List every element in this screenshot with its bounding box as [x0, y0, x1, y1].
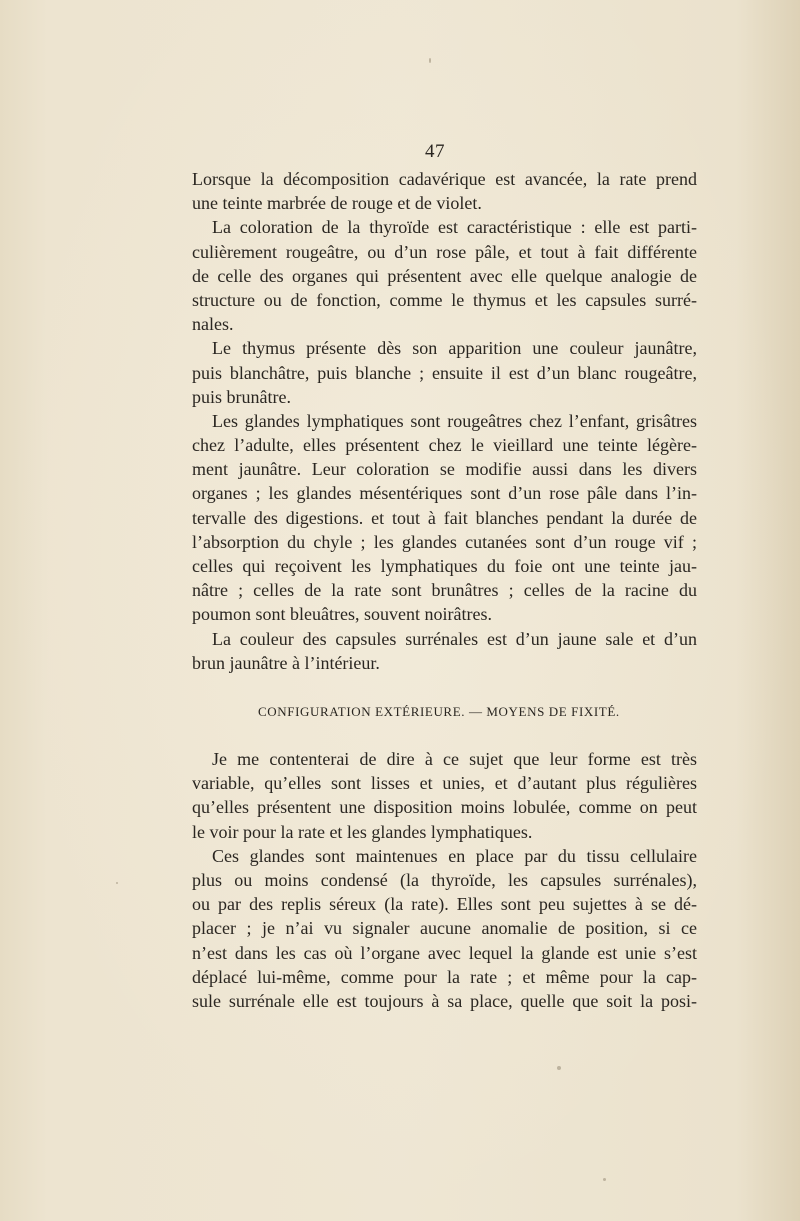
paragraph	[192, 167, 697, 215]
paragraph	[192, 409, 697, 627]
text-line: Je me contenterai de dire à ce sujet que leur forme est très	[212, 749, 697, 769]
text-line: structure ou de fonction, comme le thymus et les capsules surré-	[192, 289, 697, 310]
text-block-top	[192, 167, 697, 675]
paragraph	[192, 627, 697, 675]
text-line: ment jaunâtre. Leur coloration se modifie aussi dans les divers	[192, 459, 697, 480]
text-line: plus ou moins condensé (la thyroïde, les capsules surrénales),	[192, 869, 697, 890]
text-line: déplacé lui-même, comme pour la rate ; et même pour la cap-	[192, 966, 697, 987]
text-line: qu’elles présentent une disposition moins lobulée, comme on peut	[192, 797, 697, 818]
paragraph	[192, 215, 697, 336]
text-line: une teinte marbrée de rouge et de violet.	[192, 193, 482, 214]
text-line: tervalle des digestions. et tout à fait blanches pendant la durée de	[192, 507, 697, 528]
text-line: nâtre ; celles de la rate sont brunâtres ; celles de la racine du	[192, 580, 697, 601]
paragraph	[192, 844, 697, 1013]
text-line: Les glandes lymphatiques sont rougeâtres chez l’enfant, grisâtres	[212, 410, 697, 431]
text-line: poumon sont bleuâtres, souvent noirâtres.	[192, 604, 492, 625]
paper-speck	[557, 1066, 561, 1070]
text-line: le voir pour la rate et les glandes lymphatiques.	[192, 821, 533, 842]
text-line: de celle des organes qui présentent avec elle quelque analogie de	[192, 265, 697, 286]
paper-speck	[116, 882, 118, 884]
text-line: placer ; je n’ai vu signaler aucune anomalie de position, si ce	[192, 918, 697, 939]
text-line: culièrement rougeâtre, ou d’un rose pâle, et tout à fait différente	[192, 241, 697, 262]
text-line: brun jaunâtre à l’intérieur.	[192, 652, 380, 673]
paragraph	[192, 747, 697, 844]
text-line: La couleur des capsules surrénales est d’un jaune sale et d’un	[212, 628, 697, 649]
text-line: sule surrénale elle est toujours à sa place, quelle que soit la posi-	[192, 990, 697, 1011]
text-line: chez l’adulte, elles présentent chez le vieillard une teinte légère-	[192, 435, 697, 456]
text-line: Ces glandes sont maintenues en place par du tissu cellulaire	[212, 845, 697, 866]
text-line: nales.	[192, 314, 234, 335]
text-line: n’est dans les cas où l’organe avec lequel la glande est unie s’est	[192, 942, 697, 963]
paragraph	[192, 336, 697, 409]
paper-speck	[429, 58, 431, 63]
text-line: Le thymus présente dès son apparition une couleur jaunâtre,	[212, 338, 697, 359]
text-line: La coloration de la thyroïde est caractéristique : elle est parti-	[212, 217, 697, 238]
text-line: Lorsque la décomposition cadavérique est avancée, la rate prend	[192, 169, 697, 189]
page-number: 47	[425, 141, 445, 162]
text-line: variable, qu’elles sont lisses et unies, et d’autant plus régulières	[192, 773, 697, 794]
text-line: celles qui reçoivent les lymphatiques du foie ont une teinte jau-	[192, 556, 697, 576]
text-line: l’absorption du chyle ; les glandes cutanées sont d’un rouge vif ;	[192, 531, 697, 552]
text-block-bottom	[192, 747, 697, 1013]
text-line: puis blanchâtre, puis blanche ; ensuite il est d’un blanc rougeâtre,	[192, 362, 697, 383]
paper-speck	[603, 1178, 606, 1181]
text-line: puis brunâtre.	[192, 386, 291, 407]
section-heading: CONFIGURATION EXTÉRIEURE. — MOYENS DE FIXITÉ.	[258, 704, 620, 719]
text-line: organes ; les glandes mésentériques sont d’un rose pâle dans l’in-	[192, 483, 697, 504]
text-line: ou par des replis séreux (la rate). Elles sont peu sujettes à se dé-	[192, 894, 697, 915]
